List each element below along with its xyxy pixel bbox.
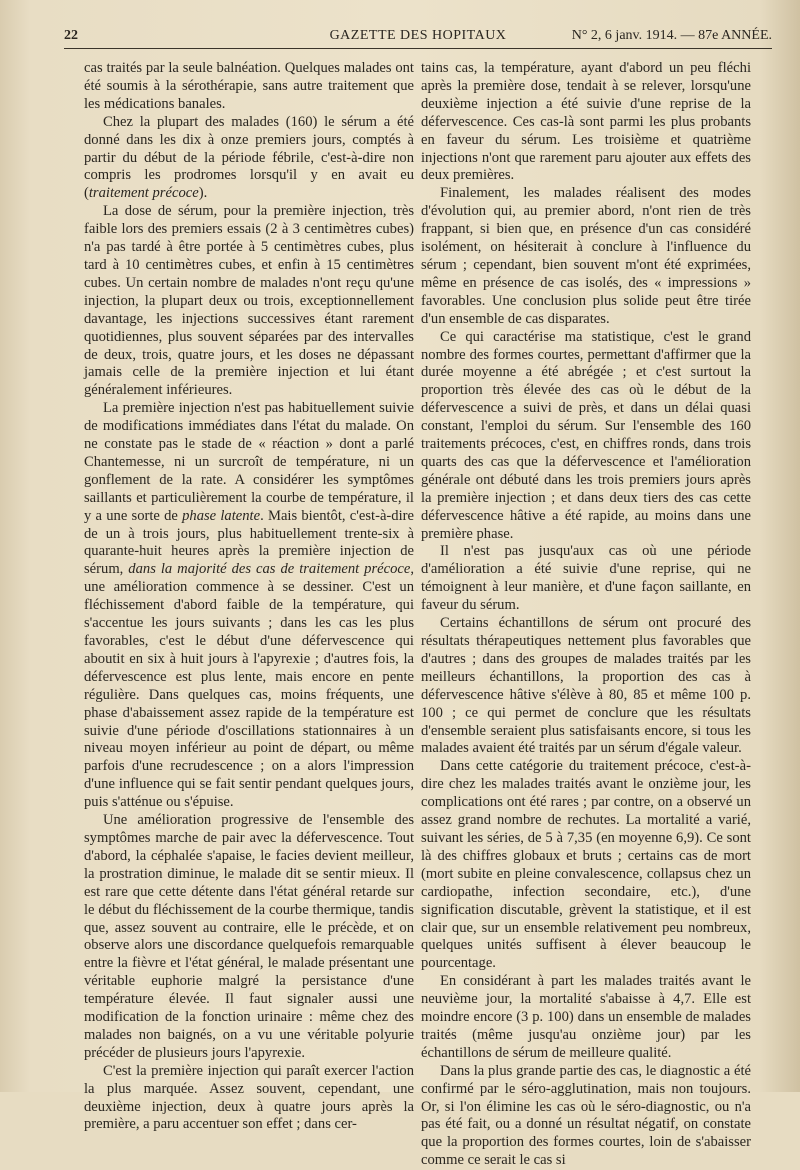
paragraph bbox=[421, 615, 751, 758]
text-run: Certains échantillons de sérum ont procuré des résultats thérapeutiques nettement plus favorables que d'autres ; dans des groupes de malades traités par les meilleurs échantillons, la proportion des cas à défervescence hâtive s'élève à 80, 85 et même 100 p. 100 ; ce qui permet de conclure que les résultats d'ensemble seraient plus satisfaisants encore, si tous les malades avaient été traités par un sérum d'égale valeur. bbox=[421, 615, 751, 757]
text-run: cas traités par la seule balnéation. Quelques malades ont été soumis à la sérothérapie, sans autre traitement que les médications banales. bbox=[84, 60, 414, 112]
text-run: La première injection n'est pas habituellement suivie de modifications immédiates dans l'état du malade. On ne constate pas le stade de « réaction » dont a parlé Chantemesse, ni un surcroît de température, ni un gonflement de la rate. A considérer les symptômes saillants et particulièrement la courbe de température, il y a une sorte de bbox=[84, 400, 414, 524]
paragraph bbox=[84, 203, 414, 400]
italic-text: phase latente bbox=[182, 507, 261, 524]
text-run: La dose de sérum, pour la première injection, très faible lors des premiers essais (2 à 3 centimètres cubes) n'a pas tardé à être portée à 5 centimètres cubes, plus tard à 10 centimètres cubes, et enfin à 15 centimètres cubes. Un certain nombre de malades n'ont reçu qu'une injection, la plupart deux ou trois, exceptionnellement davantage, les injections successives étant rarement quotidiennes, plus souvent séparées par des intervalles de deux, trois, quatre jours, et les doses ne dépassant jamais celle de la première injection et lui étant généralement inférieures. bbox=[84, 203, 414, 399]
text-run: . Mais bientôt, c'est-à-dire de un à trois jours, plus habituellement trente-six à quarante-huit heures après la première injection de sérum, bbox=[84, 507, 414, 578]
text-run: Dans cette catégorie du traitement précoce, c'est-à-dire chez les malades traités avant le onzième jour, les complications ont été rares ; par contre, on a observé un assez grand nombre de rechutes. La mortalité a varié, suivant les séries, de 5 à 7,35 (en moyenne 6,9). Ce sont là des chiffres globaux et bruts ; certains cas de mort (mort subite en pleine convalescence, collapsus chez un cardiopathe, infection secondaire, etc.), d'une signification discutable, grèvent la statistique, et il est clair que, sur un ensemble relativement peu nombreux, quelques unités suffisent à élever beaucoup le pourcentage. bbox=[421, 758, 751, 972]
italic-text: traitement précoce bbox=[88, 185, 199, 202]
text-run: Il n'est pas jusqu'aux cas où une période d'amélioration a été suivie d'une reprise, qui ne témoignent à leur manière, et d'une façon saillante, en faveur du sérum. bbox=[421, 543, 751, 614]
text-run: Une amélioration progressive de l'ensemble des symptômes marche de pair avec la défervescence. Tout d'abord, la céphalée s'apaise, le facies devient meilleur, la prostration diminue, le malade dit se sentir mieux. Il est rare que cette détente dans l'état général retarde sur le début du fléchissement de la courbe thermique, tandis que, assez souvent au contraire, elle le précède, et on observe alors une discordance quelquefois remarquable entre la fièvre et l'état général, le malade présentant une véritable euphorie malgré la persistance d'une température élevée. Il faut signaler aussi une modification de la fonction urinaire : même chez des malades non baignés, on a vu une véritable polyurie précéder de plusieurs jours l'apyrexie. bbox=[84, 812, 414, 1061]
page-header bbox=[64, 26, 772, 49]
text-run: , une amélioration commence à se dessiner. C'est un fléchissement d'abord faible de la température, qui s'accentue les jours suivants ; dans les cas les plus favorables, c'est le début d'une défervescence qui aboutit en six à huit jours à l'apyrexie ; d'autres fois, la défervescence est plus lente, mais encore en pente régulière. Dans quelques cas, moins fréquents, une phase d'abaissement assez rapide de la température est suivie d'une période d'oscillations stationnaires à un niveau moyen inférieur au point de départ, ou même parfois d'une recrudescence ; on a alors l'impression d'une influence qui se fait sentir pendant quelques jours, puis s'atténue ou s'épuise. bbox=[84, 561, 414, 811]
text-run: tains cas, la température, ayant d'abord un peu fléchi après la première dose, tendait à se relever, lorsqu'une deuxième injection a été suivie d'une reprise de la défervescence. Ces cas-là sont parmi les plus probants en faveur du sérum. Les troisième et quatrième injections n'ont que rarement paru ajouter aux effets des deux premières. bbox=[421, 60, 751, 184]
text-run: Ce qui caractérise ma statistique, c'est le grand nombre des formes courtes, permettant d'affirmer que la durée moyenne a été abrégée ; et c'est surtout la proportion très élevée des cas où le début de la défervescence a suivi de près, et dans un délai quasi constant, l'emploi du sérum. Sur l'ensemble des 160 traitements précoces, c'est, en chiffres ronds, dans trois quarts des cas que la défervescence et l'amélioration générale ont débuté dans les trois premiers jours après la première injection ; et dans deux tiers des cas cette défervescence hâtive a été rapide, au moins dans une première phase. bbox=[421, 328, 751, 542]
paragraph bbox=[84, 1063, 414, 1135]
paragraph bbox=[84, 114, 414, 204]
paragraph bbox=[421, 758, 751, 973]
journal-title: GAZETTE DES HOPITAUX bbox=[329, 28, 507, 43]
right-column bbox=[421, 60, 751, 1170]
text-run: ). bbox=[198, 185, 208, 202]
text-run: En considérant à part les malades traités avant le neuvième jour, la mortalité s'abaisse à 4,7. Elle est moindre encore (3 p. 100) dans un ensemble de malades traités (même jusqu'au onzième jour) par les échantillons de sérum de meilleure qualité. bbox=[421, 973, 751, 1061]
paragraph bbox=[84, 60, 414, 114]
text-run: C'est la première injection qui paraît exercer l'action la plus marquée. Assez souvent, cependant, une deuxième injection, deux à quatre jours après la première, a paru accentuer son effet ; dans cer- bbox=[84, 1062, 414, 1133]
paragraph bbox=[84, 400, 414, 812]
text-run: Finalement, les malades réalisent des modes d'évolution qui, au premier abord, n'ont rien de très frappant, si bien que, en présence d'un cas considéré isolément, on hésiterait à conclure à l'influence du sérum ; cependant, bien souvent m'ont été exprimées, même en présence de cas isolés, des « impressions » favorables. Une conclusion plus solide peut être tirée d'un ensemble de cas disparates. bbox=[421, 185, 751, 327]
text-run: Chez la plupart des malades (160) le sérum a été donné dans les dix à onze premiers jours, comptés à partir du début de la période fébrile, c'est-à-dire non compris les prodromes lorsqu'il y en avait eu ( bbox=[84, 113, 414, 202]
issue-info: N° 2, 6 janv. 1914. — 87e ANNÉE. bbox=[571, 28, 772, 43]
paragraph bbox=[421, 60, 751, 185]
text-run: Dans la plus grande partie des cas, le diagnostic a été confirmé par le séro-agglutination, mais non toujours. Or, si l'on élimine les cas où le séro-diagnostic, ou n'a pas été fait, ou a donné un résultat négatif, on constate que la proportion des formes courtes, loin de s'abaisser comme ce serait le cas si bbox=[421, 1062, 751, 1169]
paragraph bbox=[421, 973, 751, 1063]
page-number: 22 bbox=[64, 28, 78, 43]
paragraph bbox=[421, 1063, 751, 1170]
left-column bbox=[84, 60, 414, 1134]
paragraph bbox=[421, 185, 751, 328]
paragraph bbox=[421, 329, 751, 544]
italic-text: dans la majorité des cas de traitement précoce bbox=[128, 561, 411, 578]
paragraph bbox=[84, 812, 414, 1063]
paragraph bbox=[421, 543, 751, 615]
